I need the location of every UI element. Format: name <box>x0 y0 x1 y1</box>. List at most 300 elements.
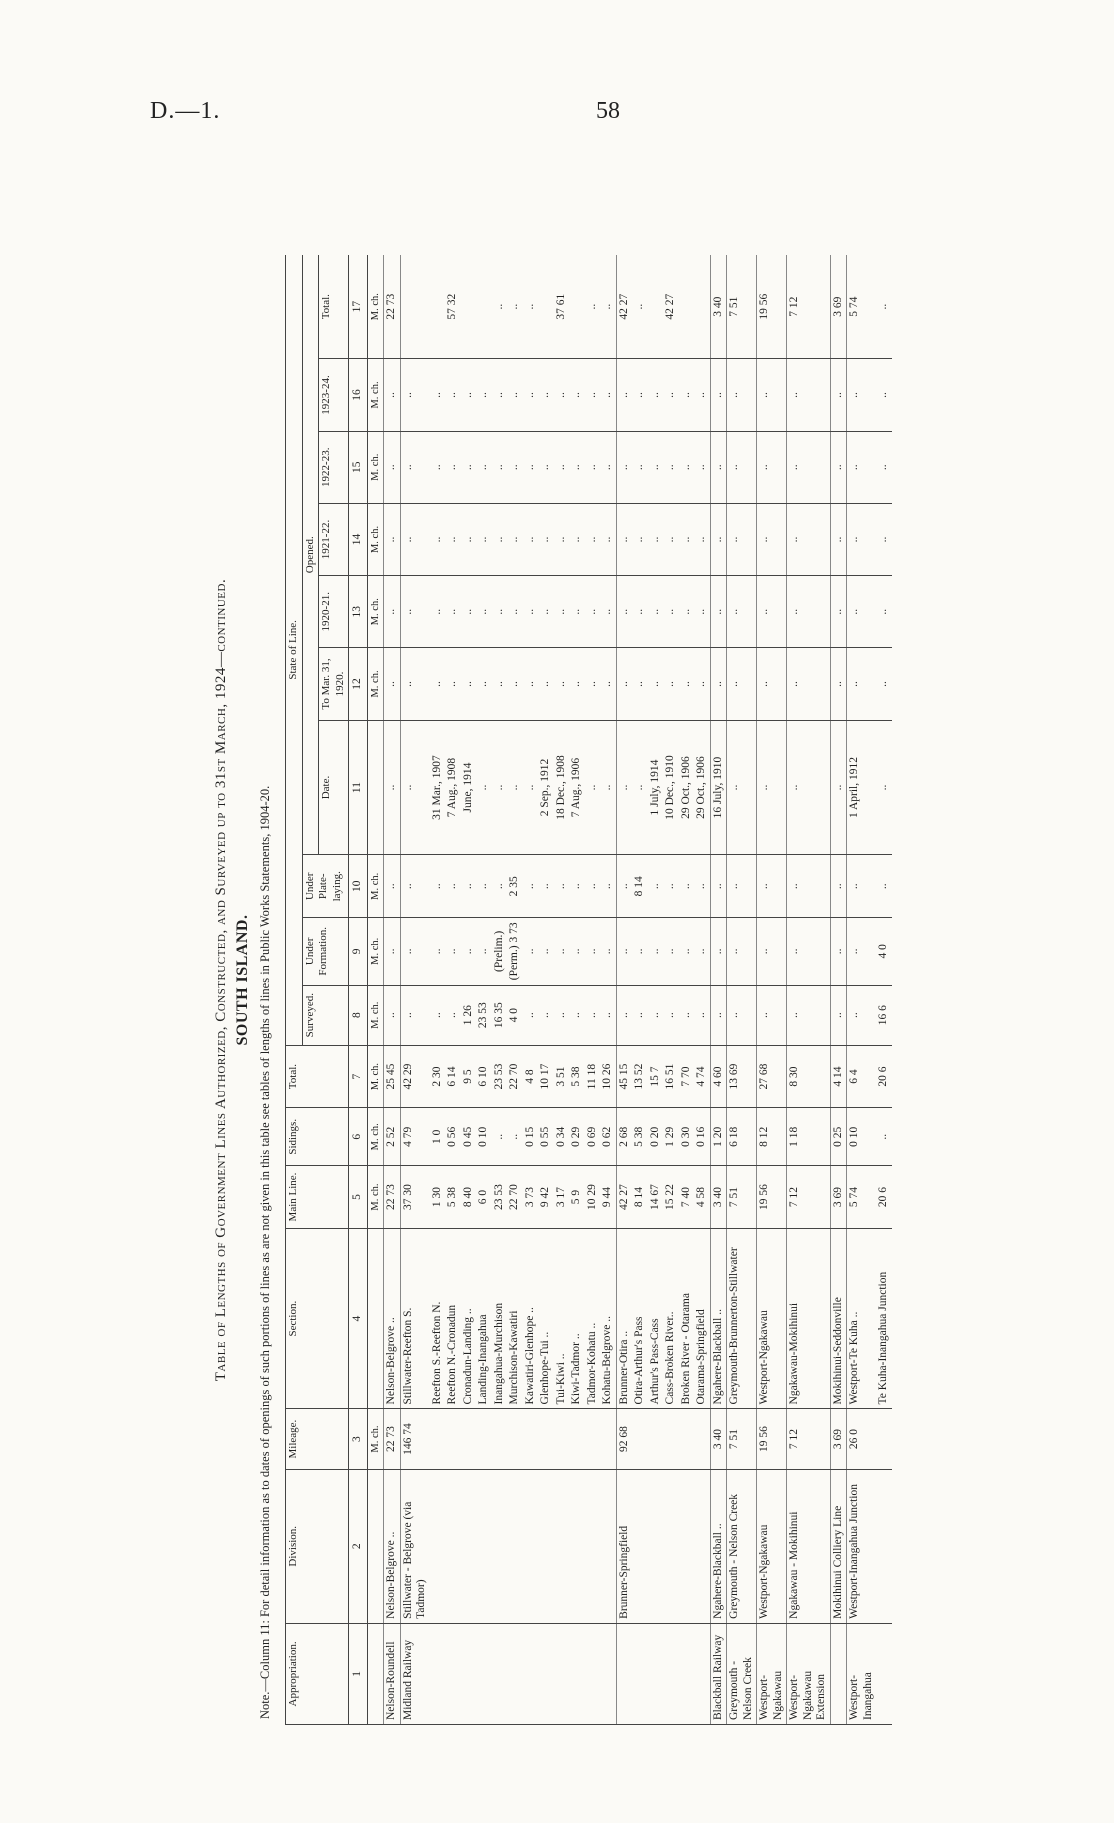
table-cell: 2 Sep., 1912 <box>538 720 554 855</box>
table-cell: 42 27 <box>616 1166 632 1229</box>
table-cell: 7 51 <box>727 1409 757 1469</box>
column-number: 16 <box>349 359 368 431</box>
table-cell <box>523 1469 539 1623</box>
table-cell: 1 18 <box>787 1108 831 1166</box>
table-cell: .. <box>648 576 664 648</box>
table-cell: .. <box>679 918 695 985</box>
table-cell: .. <box>445 359 461 431</box>
table-cell: .. <box>430 985 446 1045</box>
header-section: Section. <box>286 1228 349 1409</box>
table-cell <box>538 1409 554 1469</box>
table-cell: Westport-Ngakawau Extension <box>787 1623 831 1724</box>
table-cell: .. <box>569 985 585 1045</box>
table-cell: .. <box>445 918 461 985</box>
table-cell: 3 17 <box>554 1166 570 1229</box>
header-under-platelaying: Under Plate-laying. <box>302 855 349 918</box>
table-cell: 0 16 <box>694 1108 710 1166</box>
table-cell: .. <box>538 855 554 918</box>
table-row <box>694 255 710 1725</box>
table-cell: Kawatiri-Glenhope .. <box>523 1228 539 1409</box>
column-number: 12 <box>349 648 368 720</box>
table-row <box>648 255 664 1725</box>
table-cell: 8 14 <box>632 855 648 918</box>
table-cell <box>538 1469 554 1623</box>
table-cell: .. <box>384 918 401 985</box>
table-cell: 7 12 <box>787 1409 831 1469</box>
header-opened-total: Total. <box>319 255 349 359</box>
table-cell <box>430 1409 446 1469</box>
table-cell: 5 74 <box>847 1166 877 1229</box>
table-cell: 2 52 <box>384 1108 401 1166</box>
table-cell: 1 20 <box>710 1108 727 1166</box>
table-cell: 0 30 <box>679 1108 695 1166</box>
table-cell: Nelson-Belgrove .. <box>384 1469 401 1623</box>
table-cell: .. <box>430 855 446 918</box>
unit-label: M. ch. <box>367 576 384 648</box>
table-cell <box>694 1623 710 1724</box>
table-cell <box>876 1409 892 1469</box>
table-cell: .. <box>600 359 616 431</box>
table-cell: .. <box>632 431 648 503</box>
column-number: 9 <box>349 918 368 985</box>
table-cell: 0 10 <box>476 1108 492 1166</box>
table-cell: 42 29 <box>400 1045 430 1108</box>
table-row <box>600 255 616 1725</box>
table-cell: 37 30 <box>400 1166 430 1229</box>
table-cell: .. <box>476 576 492 648</box>
table-cell: Westport-Te Kuha .. <box>847 1228 877 1409</box>
table-cell: .. <box>847 359 877 431</box>
table-cell: .. <box>876 255 892 359</box>
table-cell: .. <box>523 359 539 431</box>
header-opened: Opened. <box>302 255 319 855</box>
table-cell: .. <box>430 359 446 431</box>
table-cell: .. <box>507 1108 523 1166</box>
table-cell: .. <box>476 431 492 503</box>
table-cell: .. <box>600 648 616 720</box>
table-cell: 22 73 <box>384 1409 401 1469</box>
header-surveyed: Surveyed. <box>302 985 349 1045</box>
table-cell <box>569 1469 585 1623</box>
header-1920-21: 1920-21. <box>319 576 349 648</box>
table-cell: .. <box>830 576 847 648</box>
table-cell: .. <box>400 720 430 855</box>
table-cell: 6 0 <box>476 1166 492 1229</box>
table-cell: Stillwater-Reefton S. <box>400 1228 430 1409</box>
table-cell: Greymouth - Nelson Creek <box>727 1623 757 1724</box>
table-cell: .. <box>384 648 401 720</box>
table-cell: .. <box>727 985 757 1045</box>
table-cell: .. <box>384 985 401 1045</box>
table-cell: 7 Aug., 1906 <box>569 720 585 855</box>
table-cell: .. <box>585 503 601 575</box>
table-cell: .. <box>600 985 616 1045</box>
table-cell: .. <box>787 855 831 918</box>
table-cell: 0 10 <box>847 1108 877 1166</box>
table-cell: 5 38 <box>445 1166 461 1229</box>
table-cell: .. <box>492 431 508 503</box>
table-cell <box>507 1469 523 1623</box>
table-cell: .. <box>679 431 695 503</box>
table-cell: 1 July, 1914 <box>648 720 664 855</box>
table-cell: 6 14 <box>445 1045 461 1108</box>
table-cell: .. <box>600 720 616 855</box>
table-cell <box>632 1623 648 1724</box>
table-cell: .. <box>787 648 831 720</box>
table-cell: .. <box>648 431 664 503</box>
table-cell: 0 56 <box>445 1108 461 1166</box>
table-cell: .. <box>384 720 401 855</box>
table-cell: .. <box>616 503 632 575</box>
table-cell: 1 April, 1912 <box>847 720 877 855</box>
table-row <box>616 255 632 1725</box>
table-cell: .. <box>663 648 679 720</box>
table-cell: .. <box>461 648 477 720</box>
table-cell: 10 17 <box>538 1045 554 1108</box>
table-cell <box>663 1469 679 1623</box>
table-cell: .. <box>787 918 831 985</box>
table-cell: Kiwi-Tadmor .. <box>569 1228 585 1409</box>
column-number: 6 <box>349 1108 368 1166</box>
table-cell: .. <box>710 576 727 648</box>
table-cell: .. <box>632 503 648 575</box>
table-cell: 3 40 <box>710 1166 727 1229</box>
table-cell: Landing-Inangahua <box>476 1228 492 1409</box>
table-cell: 8 40 <box>461 1166 477 1229</box>
table-cell: .. <box>757 431 787 503</box>
table-cell: Mokihinui Colliery Line <box>830 1469 847 1623</box>
table-cell <box>492 1623 508 1724</box>
table-cell: 16 51 <box>663 1045 679 1108</box>
table-cell: .. <box>445 855 461 918</box>
column-number: 5 <box>349 1166 368 1229</box>
table-cell <box>876 1623 892 1724</box>
table-cell: 2 35 <box>507 855 523 918</box>
table-cell: .. <box>710 359 727 431</box>
table-cell: .. <box>445 648 461 720</box>
table-cell: Te Kuha-Inangahua Junction <box>876 1228 892 1409</box>
table-cell <box>430 1623 446 1724</box>
table-cell: 10 26 <box>600 1045 616 1108</box>
table-cell: 9 42 <box>538 1166 554 1229</box>
table-cell: .. <box>632 918 648 985</box>
table-cell: .. <box>663 985 679 1045</box>
table-row <box>461 255 477 1725</box>
table-cell <box>663 1623 679 1724</box>
table-cell: .. <box>430 576 446 648</box>
table-row <box>727 255 757 1725</box>
table-cell: 23 53 <box>492 1045 508 1108</box>
table-cell: .. <box>523 431 539 503</box>
table-cell <box>648 1409 664 1469</box>
table-cell <box>663 1409 679 1469</box>
table-cell <box>476 1409 492 1469</box>
table-cell: 19 56 <box>757 255 787 359</box>
table-cell: 23 53 <box>492 1166 508 1229</box>
table-cell: .. <box>876 1108 892 1166</box>
table-cell <box>430 255 446 359</box>
table-cell: 8 30 <box>787 1045 831 1108</box>
table-cell: Inangahua-Murchison <box>492 1228 508 1409</box>
table-cell: 1 0 <box>430 1108 446 1166</box>
table-cell: .. <box>430 648 446 720</box>
table-cell <box>648 1623 664 1724</box>
table-row <box>492 255 508 1725</box>
table-cell: .. <box>492 255 508 359</box>
table-cell: .. <box>554 985 570 1045</box>
table-cell: June, 1914 <box>461 720 477 855</box>
table-cell: .. <box>445 576 461 648</box>
table-cell: 22 73 <box>384 255 401 359</box>
table-cell: .. <box>476 855 492 918</box>
table-cell: .. <box>507 576 523 648</box>
table-cell: .. <box>727 720 757 855</box>
table-cell: 3 69 <box>830 1166 847 1229</box>
table-row <box>830 255 847 1725</box>
table-cell <box>679 1623 695 1724</box>
table-row <box>445 255 461 1725</box>
header-total: Total. <box>286 1045 349 1108</box>
table-cell: 0 69 <box>585 1108 601 1166</box>
table-row <box>585 255 601 1725</box>
table-cell: .. <box>400 576 430 648</box>
table-cell: .. <box>461 918 477 985</box>
table-cell: .. <box>663 855 679 918</box>
table-cell: .. <box>727 576 757 648</box>
header-mileage: Mileage. <box>286 1409 349 1469</box>
table-cell: 5 38 <box>632 1108 648 1166</box>
table-cell: .. <box>492 359 508 431</box>
table-cell: 15 22 <box>663 1166 679 1229</box>
table-cell: .. <box>569 855 585 918</box>
table-cell: .. <box>663 503 679 575</box>
table-cell: Ngahere-Blackball .. <box>710 1469 727 1623</box>
unit-label: M. ch. <box>367 1409 384 1469</box>
table-cell: Greymouth - Nelson Creek <box>727 1469 757 1623</box>
table-cell: 7 12 <box>787 255 831 359</box>
table-cell: .. <box>538 503 554 575</box>
table-cell: Glenhope-Tui .. <box>538 1228 554 1409</box>
table-cell: .. <box>523 720 539 855</box>
column-number: 15 <box>349 431 368 503</box>
table-cell: .. <box>554 918 570 985</box>
table-cell: 1 30 <box>430 1166 446 1229</box>
table-cell: 3 40 <box>710 1409 727 1469</box>
rotated-table-area <box>213 235 1033 1725</box>
table-cell: .. <box>847 918 877 985</box>
table-cell <box>600 1469 616 1623</box>
table-cell: 6 10 <box>476 1045 492 1108</box>
table-cell: .. <box>710 855 727 918</box>
table-cell: 4 60 <box>710 1045 727 1108</box>
table-cell: 5 74 <box>847 255 877 359</box>
table-cell: .. <box>710 503 727 575</box>
table-cell <box>600 1623 616 1724</box>
table-cell: 7 70 <box>679 1045 695 1108</box>
table-cell: Nelson-Belgrove .. <box>384 1228 401 1409</box>
table-cell: Brunner-Otira .. <box>616 1228 632 1409</box>
table-cell: 45 15 <box>616 1045 632 1108</box>
table-row <box>476 255 492 1725</box>
table-cell: .. <box>616 576 632 648</box>
table-cell: .. <box>847 503 877 575</box>
header-1921-22: 1921-22. <box>319 503 349 575</box>
table-cell: .. <box>663 576 679 648</box>
table-cell: 4 79 <box>400 1108 430 1166</box>
table-cell: 8 12 <box>757 1108 787 1166</box>
header-1922-23: 1922-23. <box>319 431 349 503</box>
table-cell: .. <box>400 431 430 503</box>
table-cell: 16 July, 1910 <box>710 720 727 855</box>
table-cell: .. <box>727 359 757 431</box>
table-cell: .. <box>507 431 523 503</box>
table-cell: .. <box>648 503 664 575</box>
table-cell: 25 45 <box>384 1045 401 1108</box>
table-cell: Brunner-Springfield <box>616 1469 632 1623</box>
table-cell: .. <box>554 855 570 918</box>
table-cell: 4 8 <box>523 1045 539 1108</box>
table-cell: 0 15 <box>523 1108 539 1166</box>
table-row <box>757 255 787 1725</box>
table-cell: 0 62 <box>600 1108 616 1166</box>
table-cell: Kohatu-Belgrove .. <box>600 1228 616 1409</box>
table-cell: .. <box>538 359 554 431</box>
table-cell: .. <box>616 985 632 1045</box>
table-cell: .. <box>694 431 710 503</box>
table-cell: 9 44 <box>600 1166 616 1229</box>
column-number-row <box>349 255 368 1725</box>
table-cell: Ngakawau-Mokihinui <box>787 1228 831 1409</box>
table-cell: .. <box>600 255 616 359</box>
table-cell: 16 35 <box>492 985 508 1045</box>
table-cell: .. <box>679 648 695 720</box>
table-cell: .. <box>632 720 648 855</box>
table-cell: .. <box>554 576 570 648</box>
table-cell: .. <box>648 359 664 431</box>
table-cell: 26 0 <box>847 1409 877 1469</box>
table-cell: .. <box>787 359 831 431</box>
table-row <box>710 255 727 1725</box>
table-cell: .. <box>787 503 831 575</box>
table-cell <box>523 1409 539 1469</box>
table-cell: .. <box>679 359 695 431</box>
table-cell: .. <box>847 576 877 648</box>
header-to-mar-1920: To Mar. 31, 1920. <box>319 648 349 720</box>
table-cell: .. <box>585 985 601 1045</box>
table-cell: 4 0 <box>876 918 892 985</box>
table-cell: .. <box>600 918 616 985</box>
table-cell <box>430 1469 446 1623</box>
table-cell: .. <box>632 359 648 431</box>
table-cell: Broken River - Otarama <box>679 1228 695 1409</box>
table-cell: .. <box>727 918 757 985</box>
table-cell: .. <box>461 359 477 431</box>
column-number: 4 <box>349 1228 368 1409</box>
unit-label: M. ch. <box>367 1166 384 1229</box>
table-cell <box>507 1409 523 1469</box>
header-sidings: Sidings. <box>286 1108 349 1166</box>
table-cell: .. <box>694 985 710 1045</box>
table-cell: 1 26 <box>461 985 477 1045</box>
table-cell: .. <box>694 648 710 720</box>
table-cell: .. <box>710 648 727 720</box>
table-cell: .. <box>523 576 539 648</box>
table-cell: .. <box>694 576 710 648</box>
table-cell <box>679 255 695 359</box>
table-cell: .. <box>523 648 539 720</box>
table-row <box>523 255 539 1725</box>
table-cell <box>694 255 710 359</box>
table-cell: 2 30 <box>430 1045 446 1108</box>
header-date: Date. <box>319 720 349 855</box>
table-cell: .. <box>461 503 477 575</box>
table-cell <box>445 1409 461 1469</box>
table-cell: 4 58 <box>694 1166 710 1229</box>
table-cell <box>585 1623 601 1724</box>
table-cell: 13 52 <box>632 1045 648 1108</box>
table-cell: 5 9 <box>569 1166 585 1229</box>
table-cell <box>648 255 664 359</box>
table-cell <box>876 1469 892 1623</box>
unit-label <box>367 1469 384 1623</box>
table-cell: .. <box>400 985 430 1045</box>
table-row <box>507 255 523 1725</box>
column-number: 10 <box>349 855 368 918</box>
table-cell: 22 70 <box>507 1166 523 1229</box>
table-cell: .. <box>830 918 847 985</box>
table-cell: .. <box>492 855 508 918</box>
table-row <box>847 255 877 1725</box>
table-cell: .. <box>476 359 492 431</box>
table-cell: .. <box>727 503 757 575</box>
table-cell: .. <box>569 918 585 985</box>
table-cell: 3 40 <box>710 255 727 359</box>
table-cell: 29 Oct., 1906 <box>679 720 695 855</box>
table-cell: .. <box>679 985 695 1045</box>
page-number: 58 <box>596 98 620 124</box>
table-cell: .. <box>757 918 787 985</box>
table-cell: .. <box>461 431 477 503</box>
header-1923-24: 1923-24. <box>319 359 349 431</box>
table-cell: .. <box>727 648 757 720</box>
table-cell <box>632 1409 648 1469</box>
unit-label: M. ch. <box>367 1045 384 1108</box>
table-cell: .. <box>585 855 601 918</box>
table-cell: Reefton S.-Reefton N. <box>430 1228 446 1409</box>
table-cell: .. <box>600 855 616 918</box>
table-cell: .. <box>523 918 539 985</box>
column-number: 11 <box>349 720 368 855</box>
table-cell <box>569 1623 585 1724</box>
column-number: 17 <box>349 255 368 359</box>
table-cell: .. <box>384 855 401 918</box>
table-cell: Midland Railway <box>400 1623 430 1724</box>
table-cell: .. <box>616 720 632 855</box>
table-cell: .. <box>600 503 616 575</box>
table-cell: 31 Mar., 1907 <box>430 720 446 855</box>
unit-label: M. ch. <box>367 648 384 720</box>
table-cell: 0 55 <box>538 1108 554 1166</box>
table-cell: 4 74 <box>694 1045 710 1108</box>
table-cell: 3 51 <box>554 1045 570 1108</box>
table-cell: 6 4 <box>847 1045 877 1108</box>
table-cell <box>694 1409 710 1469</box>
table-cell: .. <box>648 648 664 720</box>
column-number: 7 <box>349 1045 368 1108</box>
table-cell: .. <box>757 855 787 918</box>
table-cell: .. <box>616 359 632 431</box>
table-cell: (Perm.) 3 73 <box>507 918 523 985</box>
